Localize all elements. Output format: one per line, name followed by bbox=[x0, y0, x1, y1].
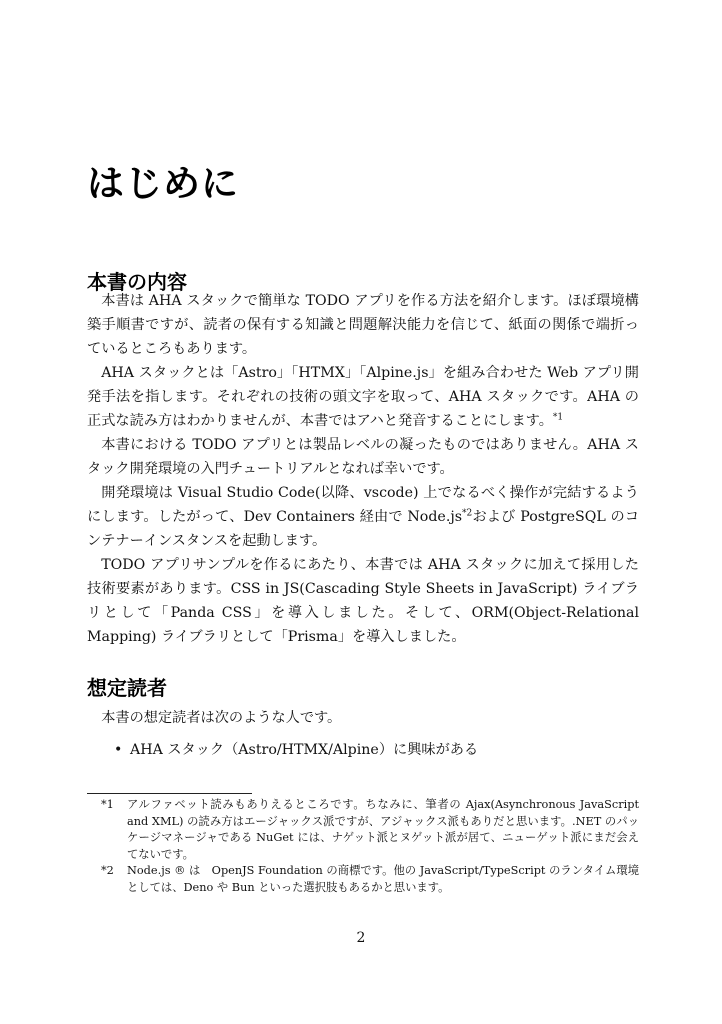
section-heading-readers: 想定読者 bbox=[87, 676, 167, 700]
footnote-ref-1[interactable]: *1 bbox=[552, 412, 564, 423]
section-readers-body bbox=[87, 706, 639, 730]
page-number: 2 bbox=[356, 930, 366, 946]
paragraph-4 bbox=[87, 481, 639, 553]
footnote-mark: *2 bbox=[101, 864, 114, 877]
list-item-text: AHA スタック（Astro/HTMX/Alpine）に興味がある bbox=[130, 742, 479, 758]
footnote-ref-2[interactable]: *2 bbox=[462, 508, 473, 519]
list-item bbox=[110, 738, 478, 762]
footnote-text: Node.js ® は OpenJS Foundation の商標です。他の JavaScript/TypeScript のランタイム環境としては、Deno や Bun といった選択肢もあるかと思います。 bbox=[127, 864, 639, 894]
footnote-divider bbox=[87, 793, 252, 794]
footnote-text: アルファベット読みもありえるところです。ちなみに、筆者の Ajax(Asynchronous JavaScript and XML) の読み方はエージャックス派ですが、アジャックス派もありだと思います。.NET のパッケージマネージャである NuGet には、ナゲット派とヌゲット派が居て、ニューゲット派にまだ会えてないです。 bbox=[127, 798, 639, 861]
section-content-body bbox=[87, 289, 639, 649]
readers-intro: 本書の想定読者は次のような人です。 bbox=[101, 710, 342, 726]
bullet-icon: • bbox=[114, 742, 123, 758]
paragraph-2 bbox=[87, 361, 639, 433]
footnote-mark: *1 bbox=[101, 798, 114, 811]
paragraph-4-text-a: 開発環境は Visual Studio Code(以降、vscode) 上でなるべく操作が完結するようにします。したがって、Dev Containers 経由で Node.js bbox=[87, 485, 639, 525]
chapter-title: はじめに bbox=[87, 162, 239, 205]
footnote-2 bbox=[101, 863, 639, 896]
footnotes bbox=[101, 797, 639, 896]
paragraph-1: 本書は AHA スタックで簡単な TODO アプリを作る方法を紹介します。ほぼ環境構築手順書ですが、読者の保有する知識と問題解決能力を信じて、紙面の関係で端折っているところもあります。 bbox=[87, 293, 639, 357]
paragraph-5: TODO アプリサンプルを作るにあたり、本書では AHA スタックに加えて採用した技術要素があります。CSS in JS(Cascading Style Sheets in JavaScript) ライブラリとして「Panda CSS」を導入しました。そして、ORM(Object-Relational Mapping) ライブラリとして「Prisma」を導入しました。 bbox=[87, 557, 639, 645]
paragraph-4-text-b: および PostgreSQL のコンテナーインスタンスを起動します。 bbox=[87, 509, 640, 549]
paragraph-2-text: AHA スタックとは「Astro」「HTMX」「Alpine.js」を組み合わせた Web アプリ開発手法を指します。それぞれの技術の頭文字を取って、AHA スタックです。AHA の正式な読み方はわかりませんが、本書ではアハと発音することにします。 bbox=[87, 365, 639, 429]
paragraph-3: 本書における TODO アプリとは製品レベルの凝ったものではありません。AHA スタック開発環境の入門チュートリアルとなれば幸いです。 bbox=[87, 437, 639, 477]
footnote-1 bbox=[101, 797, 639, 863]
section-heading-content: 本書の内容 bbox=[87, 270, 187, 294]
readers-bullet-list bbox=[110, 738, 478, 762]
